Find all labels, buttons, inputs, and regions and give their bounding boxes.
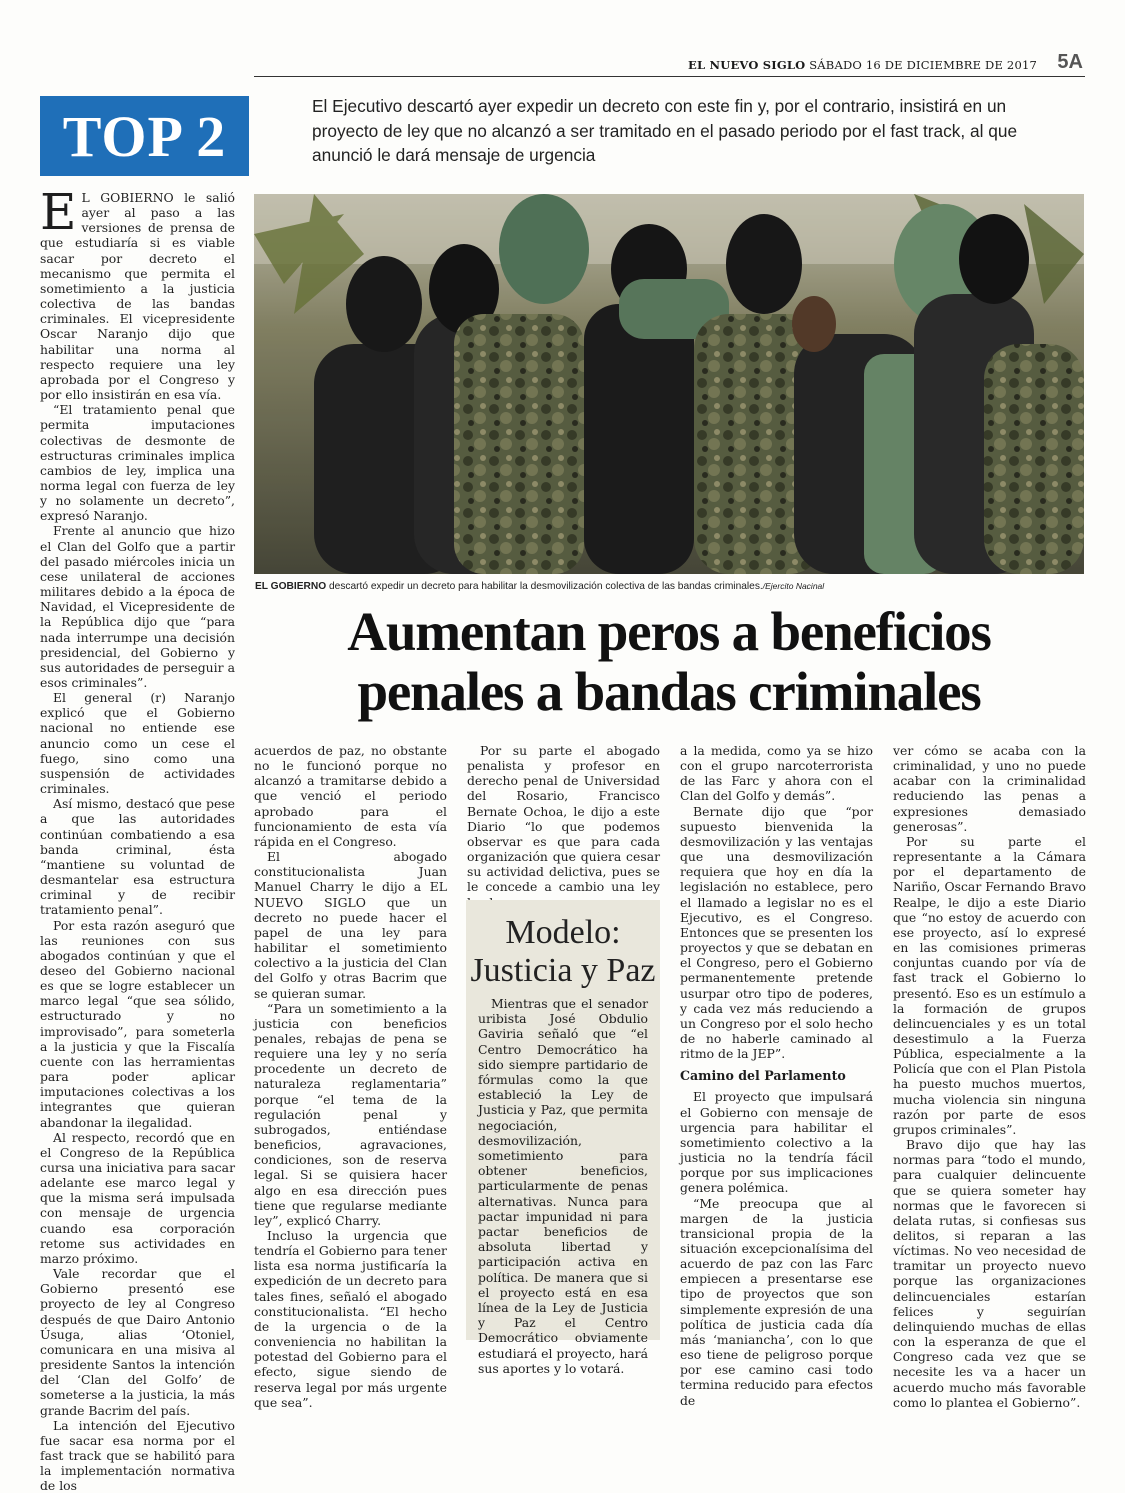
article-paragraph: Así mismo, destacó que pese a que las autoridades continúan combatiendo a esa banda criminal, ésta “mantiene su voluntad de desmantelar esa estructura criminal y de recibir tratamiento penal”. <box>40 796 235 918</box>
photo-illustration <box>254 194 1084 574</box>
newspaper-name: EL NUEVO SIGLO <box>688 58 806 72</box>
issue-date: SÁBADO 16 DE DICIEMBRE DE 2017 <box>809 58 1037 72</box>
section-label: TOP 2 <box>40 96 249 176</box>
article-paragraph: Incluso la urgencia que tendría el Gobierno para tener lista esa norma justificaría la expedición de un decreto para tales fines, señaló el abogado constitucionalista. “El hecho de la urgencia o de la conveniencia no habilitan la potestad del Gobierno para el efecto, sigue siendo de reserva legal por más urgente que sea”. <box>254 1228 447 1410</box>
headline-line-1: Aumentan peros a beneficios <box>347 601 991 662</box>
headline-line-2: penales a bandas criminales <box>357 661 981 722</box>
article-paragraph: E L GOBIERNO le salió ayer al paso a las versiones de prensa de que estudiaría si es viable sacar por decreto el mecanismo que permita el sometimiento a la justicia colectiva de las bandas criminales. El vicepresidente Oscar Naranjo dijo que habilitar una norma al respecto requiere una ley aprobada por el Congreso y por ello insistirán en esa vía. <box>40 183 235 403</box>
article-paragraph: Por esta razón aseguró que las reuniones con sus abogados continúan y que el deseo del Gobierno nacional es que se logre establecer un marco legal “que sea sólido, estructurado y no improvisado”, para someterla a la justicia y que la Fiscalía cuente con las herramientas para poder aplicar imputaciones colectivas a los integrantes que quieran abandonar la ilegalidad. <box>40 917 235 1130</box>
page-number: 5A <box>1057 51 1083 73</box>
article-paragraph: Bernate dijo que “por supuesto bienvenida la desmovilización y las ventajas que una desmovilización requiera que hoy en día la legislación no establece, pero el llamado a legislar no es el Ejecutivo, es el Congreso. Entonces que se presenten los proyectos y que se debatan en el Congreso, pero el Gobierno permanentemente pretende usurpar otro tipo de poderes, y cada vez más reduciendo a un Congreso por el solo hecho de no haberle caminado al ritmo de la JEP”. <box>680 803 873 1062</box>
sidebar-body <box>466 990 660 1376</box>
article-column-4 <box>680 743 873 1408</box>
article-paragraph: El abogado constitucionalista Juan Manuel Charry le dijo a EL NUEVO SIGLO que un decreto no puede hacer el papel de una ley para habilitar el sometimiento colectivo a la justicia del Clan del Golfo y otras Bacrim que se quieran sumar. <box>254 849 447 1001</box>
article-headline <box>254 602 1084 722</box>
drop-cap: E <box>40 183 77 241</box>
masthead <box>254 50 1085 77</box>
article-paragraph: “Para un sometimiento a la justicia con beneficios penales, rebajas de pena se requiere una ley y no sería procedente un decreto de naturaleza reglamentaria” porque “el tema de la regulación penal y subrogados, entiéndase beneficios, agravaciones, condiciones, son de reserva legal. Si se quisiera hacer algo en esa dirección pues tiene que regularse mediante ley”, explicó Charry. <box>254 1000 447 1228</box>
lead-summary: El Ejecutivo descartó ayer expedir un decreto con este fin y, por el contrario, insistirá en un proyecto de ley que no alcanzó a ser tramitado en el pasado periodo por el fast track, al que anunció le dará mensaje de urgencia <box>312 96 1018 165</box>
sidebar-title-line-1: Modelo: <box>505 914 621 951</box>
article-column-3 <box>467 743 660 910</box>
article-paragraph: La intención del Ejecutivo fue sacar esa norma por el fast track que se habilitó para la implementación normativa de los <box>40 1417 235 1493</box>
article-paragraph: El proyecto que impulsará el Gobierno con mensaje de urgencia para habilitar el sometimiento colectivo a la justicia no la tendría fácil porque por sus implicaciones genera polémica. <box>680 1089 873 1196</box>
caption-text: descartó expedir un decreto para habilitar la desmovilización colectiva de las bandas criminales. <box>328 581 763 592</box>
article-column-2 <box>254 743 447 1410</box>
photo-credit: /Ejercito Nacinal <box>762 581 825 591</box>
sidebar-box <box>466 900 660 1376</box>
article-paragraph: Frente al anuncio que hizo el Clan del Golfo que a partir del pasado miércoles inicia un cese unilateral de acciones militares debido a la época de Navidad, el Vicepresidente de la República dijo que “para nada interrumpe una decisión presidencial, del Gobierno y sus autoridades de perseguir a esos criminales”. <box>40 523 235 690</box>
article-paragraph: “El tratamiento penal que permita imputaciones colectivas de desmonte de estructuras criminales implica cambios de ley, implica una norma legal con fuerza de ley y no solamente un decreto”, expresó Naranjo. <box>40 402 235 524</box>
article-photo <box>254 194 1084 574</box>
article-paragraph: Bravo dijo que hay las normas para “todo el mundo, para cualquier delincuente que se quiera someter hay normas que le favorecen si delata rutas, si confiesas sus delitos, si reparan a las víctimas. No veo necesidad de tramitar un proyecto nuevo porque las organizaciones delincuenciales estarían felices y seguirían delinquiendo muchas de ellas con la esperanza de que el Congreso cada vez que se necesite les va a hacer un acuerdo mucho más favorable como lo plantea el Gobierno”. <box>893 1137 1086 1410</box>
masthead-line <box>688 58 1037 72</box>
article-paragraph: acuerdos de paz, no obstante no le funcionó porque no alcanzó a tramitarse debido a que venció el periodo aprobado para el funcionamiento de esta vía rápida en el Congreso. <box>254 743 447 849</box>
article-paragraph: El general (r) Naranjo explicó que el Gobierno nacional no entiende ese anuncio como un cese el fuego, sino como una suspensión de actividades criminales. <box>40 690 235 797</box>
article-subheading: Camino del Parlamento <box>680 1068 846 1084</box>
article-column-1 <box>40 183 235 1493</box>
article-paragraph: Por su parte el abogado penalista y profesor en derecho penal de Universidad del Rosario, Francisco Bernate Ochoa, le dijo a este Diario “lo que podemos observar es que para cada organización que quiera cesar su actividad delictiva, pues se le concede a cambio una ley <box>467 743 660 895</box>
article-column-5 <box>893 743 1086 1410</box>
article-paragraph: Vale recordar que el Gobierno presentó ese proyecto de ley al Congreso después de que Dairo Antonio Úsuga, alias ‘Otoniel, comunicara en una misiva al presidente Santos la intención del ‘Clan del Golfo’ de someterse a la justicia, la más grande Bacrim del país. <box>40 1266 235 1418</box>
article-paragraph: Al respecto, recordó que en el Congreso de la República cursa una iniciativa para sacar adelante ese marco legal y que la misma será impulsada con mensaje de urgencia cuando esa corporación retome sus actividades en marzo próximo. <box>40 1129 235 1266</box>
article-paragraph: “Me preocupa que al margen de la justicia transicional propia de la situación excepcionalísima del acuerdo de paz con las Farc empiecen a presentarse ese tipo de proyectos que son simplemente expresión de una política de justicia cada día más ‘manianchaʼ, con lo que eso tiene de peligroso porque por ese camino casi todo termina reducido para efectos de <box>680 1195 873 1408</box>
article-paragraph: a la medida, como ya se hizo con el grupo narcoterrorista de las Farc y ahora con el Clan del Golfo y demás”. <box>680 743 873 804</box>
sidebar-paragraph: Mientras que el senador uribista José Obdulio Gaviria señaló que “el Centro Democrático ha sido siempre partidario de fórmulas como la que estableció la Ley de Justicia y Paz, que permita negociación, desmovilización, sometimiento para obtener beneficios, particularmente de penas alternativas. Nunca para pactar impunidad ni para pactar beneficios de absoluta libertad y participación activa en política. De manera que si el proyecto está en esa línea de la Ley de Justicia y Paz el Centro Democrático obviamente estudiará el proyecto, hará sus aportes y lo votará. <box>478 996 648 1376</box>
caption-lead: EL GOBIERNO <box>255 581 327 592</box>
article-paragraph: ver cómo se acaba con la criminalidad, y uno no puede acabar con la criminalidad reduciendo las penas a expresiones demasiado generosas”. <box>893 743 1086 834</box>
article-paragraph: Por su parte el representante a la Cámara por el departamento de Nariño, Oscar Fernando Bravo Realpe, le dijo a este Diario que “no estoy de acuerdo con ese proyecto, así lo expresé en las comisiones primeras conjuntas cuando por vía de fast track el Gobierno lo presentó. Eso es un estímulo a la formación de grupos delincuenciales y es un total desestimulo a la Fuerza Pública, especialmente a la Policía que con el Plan Pistola ha puesto muchos muertos, mucha violencia sin ninguna razón por parte de esos grupos criminales”. <box>893 833 1086 1137</box>
sidebar-title <box>466 914 660 990</box>
photo-caption <box>255 581 1085 592</box>
sidebar-title-line-2: Justicia y Paz <box>470 952 656 989</box>
